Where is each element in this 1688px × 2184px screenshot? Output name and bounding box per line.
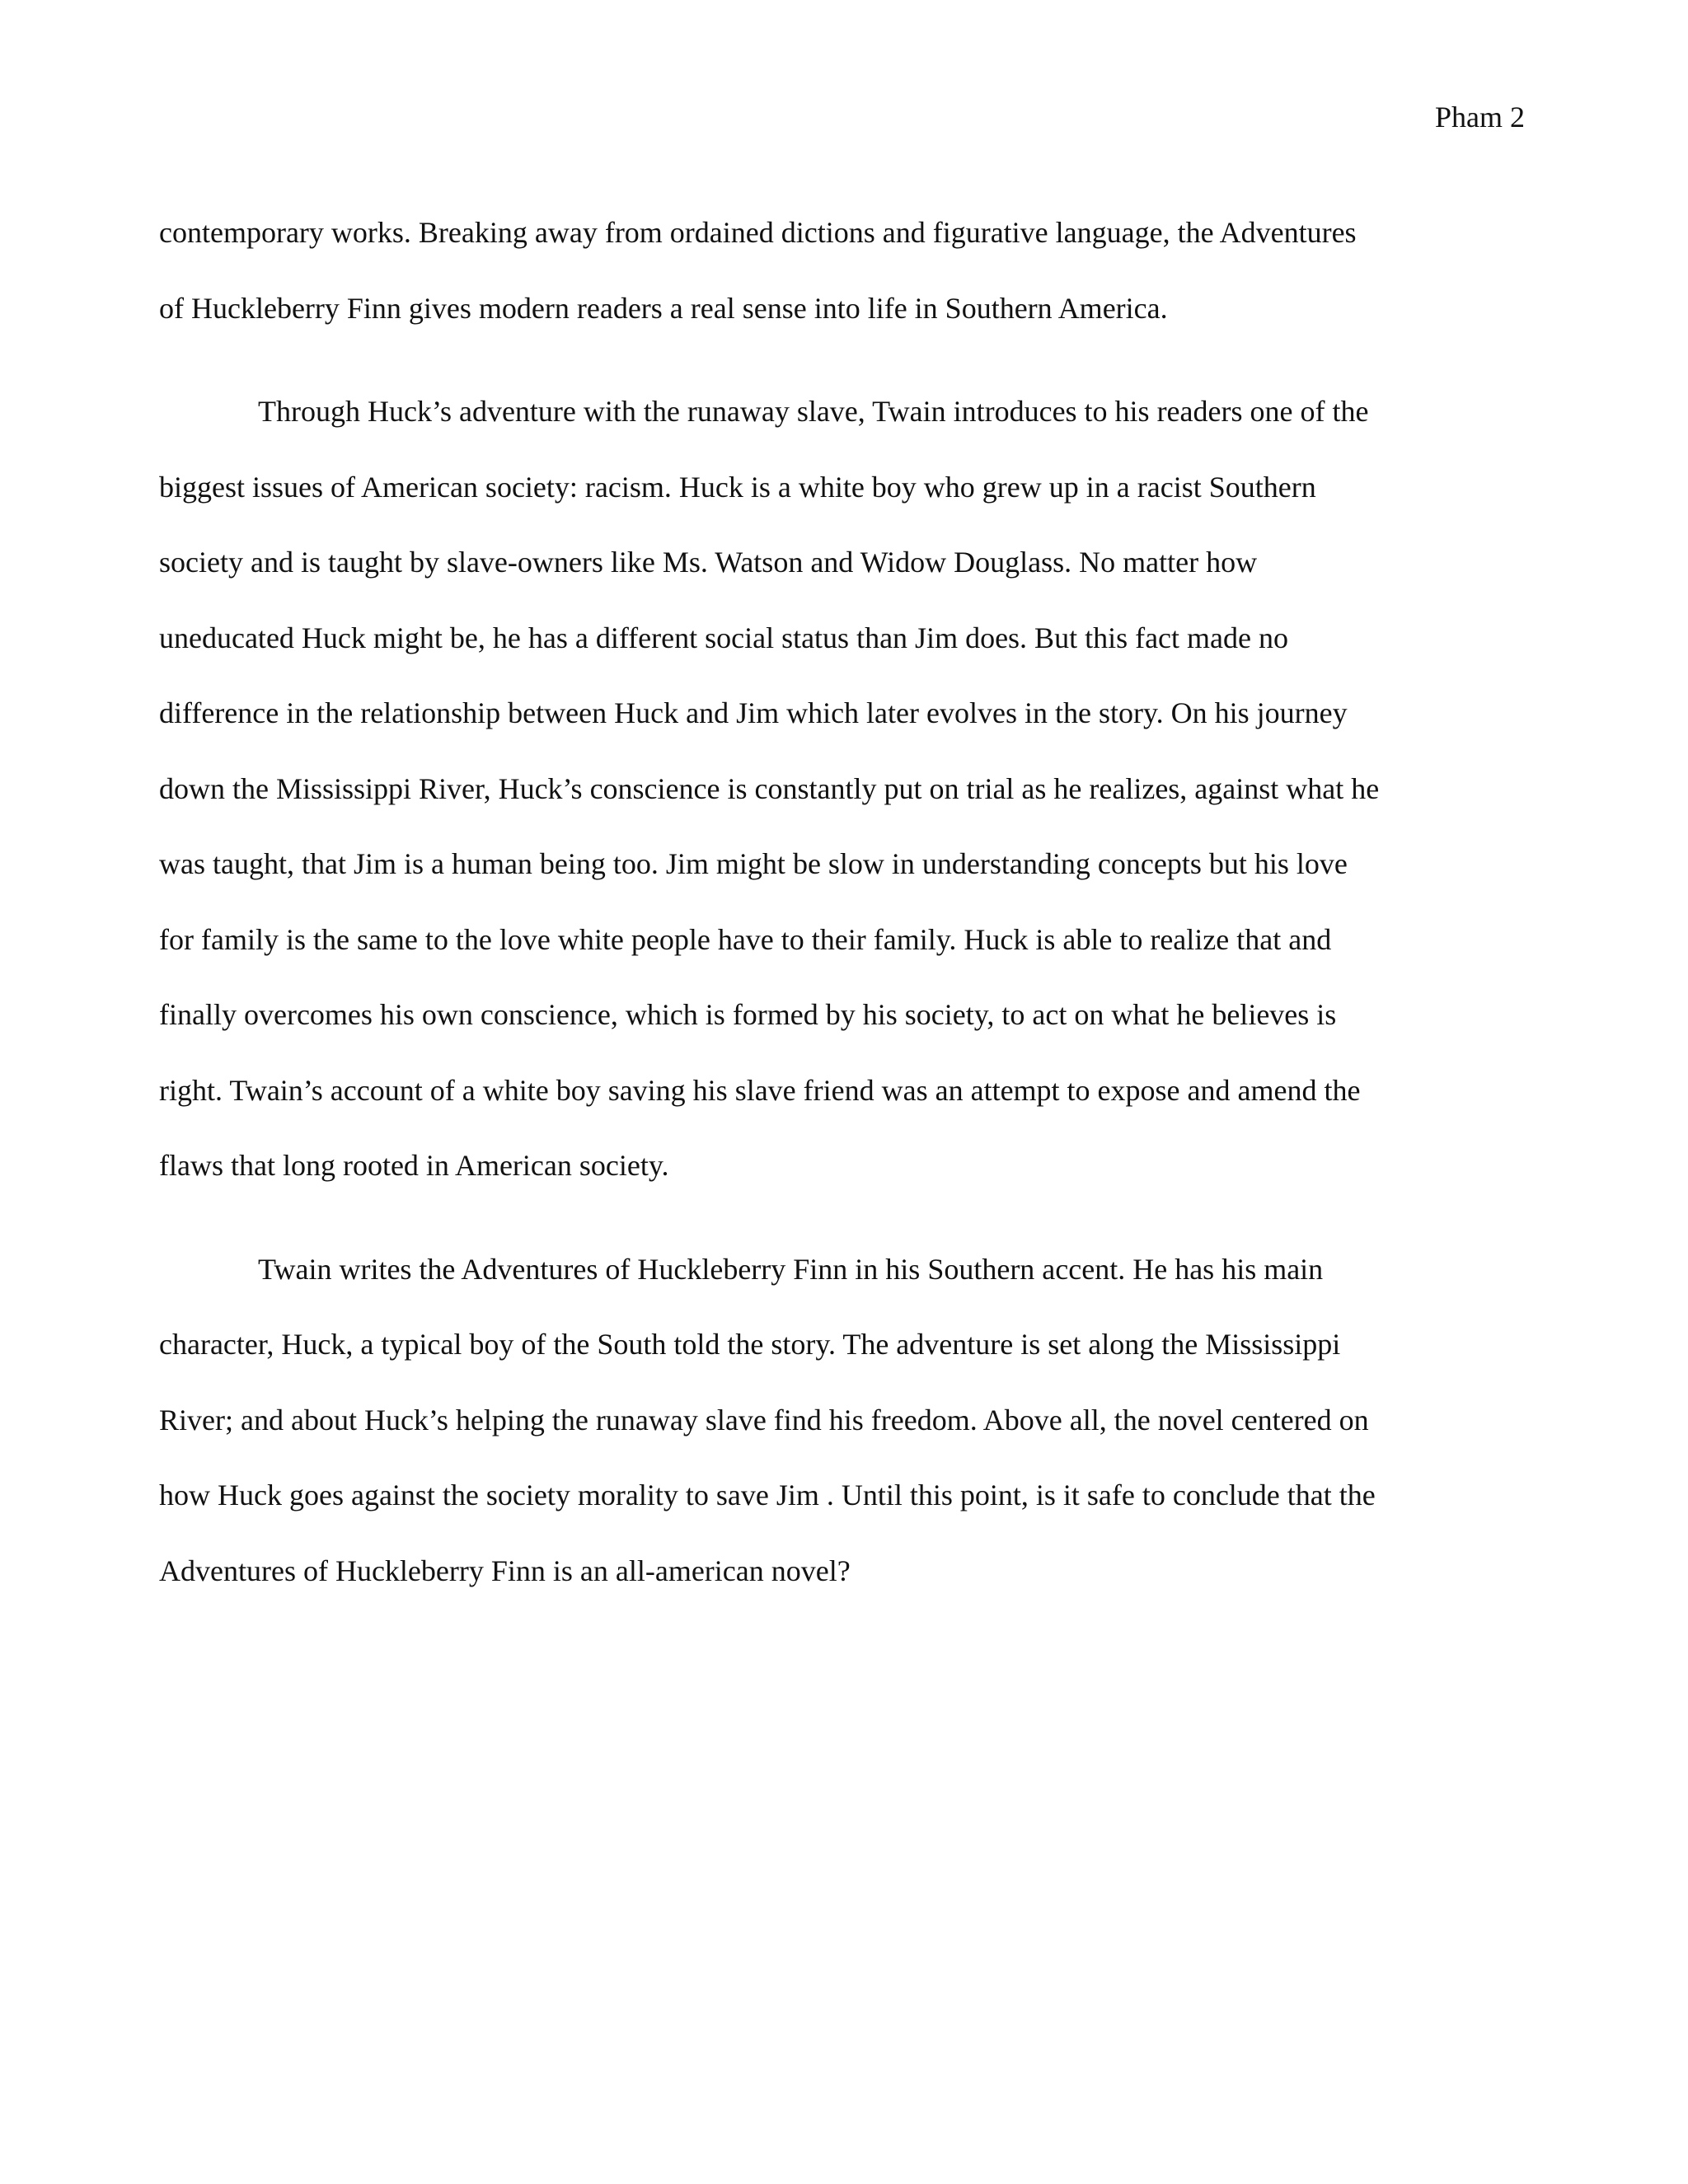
paragraph-2-line-8: for family is the same to the love white people have to their family. Huck is able to realize that and [159,922,1332,956]
paragraph-3-line-4: how Huck goes against the society morality to save Jim . Until this point, is it safe to conclude that the [159,1479,1376,1511]
paragraph-2-line-6: down the Mississippi River, Huck’s conscience is constantly put on trial as he realizes, against what he [159,771,1380,805]
paragraph-3-line-1: Twain writes the Adventures of Huckleberry Finn in his Southern accent. He has his main [258,1252,1324,1286]
paragraph-2-line-4: uneducated Huck might be, he has a different social status than Jim does. But this fact made no [159,621,1288,654]
document-body [159,195,1527,1609]
paragraph-3-line-2: character, Huck, a typical boy of the South told the story. The adventure is set along the Mississippi [159,1328,1341,1361]
paragraph-1 [159,195,1527,346]
paragraph-2-line-10: right. Twain’s account of a white boy saving his slave friend was an attempt to expose and amend the [159,1073,1361,1107]
paragraph-2-line-5: difference in the relationship between Huck and Jim which later evolves in the story. On his journey [159,696,1348,729]
paragraph-2-line-1: Through Huck’s adventure with the runaway slave, Twain introduces to his readers one of the [258,395,1369,428]
paragraph-2-line-2: biggest issues of American society: racism. Huck is a white boy who grew up in a racist Southern [159,470,1316,504]
paragraph-2-line-9: finally overcomes his own conscience, which is formed by his society, to act on what he believes is [159,998,1337,1031]
paragraph-3-line-3: River; and about Huck’s helping the runaway slave find his freedom. Above all, the novel centered on [159,1403,1369,1436]
paragraph-2-line-7: was taught, that Jim is a human being too. Jim might be slow in understanding concepts but his love [159,847,1348,880]
paragraph-2 [159,374,1527,1204]
paragraph-3 [159,1232,1527,1610]
paragraph-2-line-3: society and is taught by slave-owners like Ms. Watson and Widow Douglass. No matter how [159,546,1258,579]
page-header: Pham 2 [1434,101,1525,134]
paragraph-1-line-1: contemporary works. Breaking away from ordained dictions and figurative language, the Adventures [159,216,1357,249]
paragraph-2-line-11: flaws that long rooted in American society. [159,1149,669,1182]
paragraph-3-line-5: Adventures of Huckleberry Finn is an all-american novel? [159,1554,851,1587]
paragraph-1-line-2: of Huckleberry Finn gives modern readers a real sense into life in Southern America. [159,291,1168,325]
